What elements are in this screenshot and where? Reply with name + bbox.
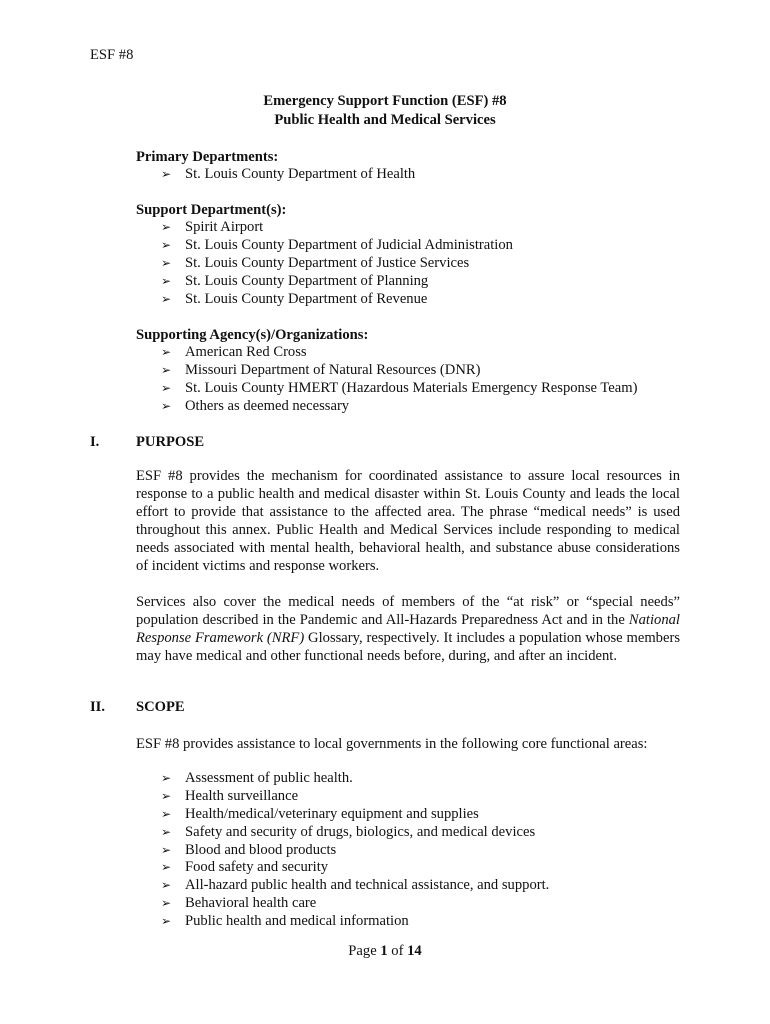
supporting-agencies-heading: Supporting Agency(s)/Organizations:: [136, 327, 369, 343]
nrf-title-italic: National Response Framework (NRF): [136, 611, 680, 646]
list-item-text: St. Louis County Department of Planning: [185, 272, 429, 289]
purpose-paragraph-2-text-end: Glossary, respectively. It includes a population whose members may have medical and other functional needs before, during, and after an incident.: [136, 629, 680, 664]
list-item-text: Assessment of public health.: [185, 770, 353, 786]
list-item-text: Safety and security of drugs, biologics, and medical devices: [185, 823, 536, 840]
page-total: 14: [407, 943, 422, 959]
list-item-text: Spirit Airport: [185, 219, 264, 235]
list-item-text: Health/medical/veterinary equipment and supplies: [185, 805, 479, 822]
purpose-paragraph-2: [136, 594, 680, 666]
list-item: [160, 219, 513, 237]
list-item: [160, 166, 415, 184]
arrowhead-bullet-icon: ➢: [161, 220, 172, 234]
document-subtitle: Public Health and Medical Services: [274, 112, 496, 128]
list-item-text: Missouri Department of Natural Resources (DNR): [185, 361, 481, 378]
document-title: Emergency Support Function (ESF) #8: [263, 93, 507, 109]
list-item: [160, 344, 637, 362]
purpose-paragraph-1: ESF #8 provides the mechanism for coordinated assistance to assure local resources in response to a public health and medical disaster within St. Louis County and leads the local effort to provide that assistance to the affected area. The phrase “medical needs” is used throughout this annex. Public Health and Medical Services include responding to medical needs associated with mental health, behavioral health, and substance abuse considerations of incident victims and response workers.: [136, 468, 680, 574]
list-item: [160, 770, 549, 788]
purpose-paragraph-2-text: Services also cover the medical needs of members of the “at risk” or “special needs” population described in the Pandemic and All-Hazards Preparedness Act and in the: [136, 594, 680, 628]
arrowhead-bullet-icon: ➢: [161, 237, 172, 252]
support-departments-list: [160, 219, 513, 308]
arrowhead-bullet-icon: ➢: [161, 860, 172, 875]
list-item: [160, 788, 549, 806]
page-number: [0, 943, 770, 960]
list-item: [160, 273, 513, 291]
support-departments-heading: Support Department(s):: [136, 202, 287, 218]
page-word: Page: [348, 943, 377, 959]
arrowhead-bullet-icon: ➢: [161, 806, 172, 821]
list-item: [160, 237, 513, 255]
scope-core-areas-list: [160, 770, 549, 931]
page-current: 1: [380, 943, 388, 959]
page-header: ESF #8: [90, 47, 134, 63]
list-item-text: St. Louis County Department of Justice Services: [185, 254, 470, 271]
primary-departments-list: [160, 166, 415, 184]
scope-section-title: SCOPE: [136, 699, 185, 715]
arrowhead-bullet-icon: ➢: [161, 914, 172, 929]
arrowhead-bullet-icon: ➢: [161, 771, 172, 785]
list-item: [160, 895, 549, 913]
list-item-text: Public health and medical information: [185, 913, 409, 930]
list-item-text: St. Louis County HMERT (Hazardous Materials Emergency Response Team): [185, 379, 638, 396]
list-item-text: Health surveillance: [185, 787, 299, 804]
arrowhead-bullet-icon: ➢: [161, 291, 172, 306]
of-word: of: [391, 943, 404, 959]
arrowhead-bullet-icon: ➢: [161, 345, 172, 359]
arrowhead-bullet-icon: ➢: [161, 362, 172, 377]
arrowhead-bullet-icon: ➢: [161, 167, 172, 181]
arrowhead-bullet-icon: ➢: [161, 842, 172, 857]
arrowhead-bullet-icon: ➢: [161, 255, 172, 270]
list-item-text: St. Louis County Department of Judicial Administration: [185, 236, 513, 253]
arrowhead-bullet-icon: ➢: [161, 380, 172, 395]
arrowhead-bullet-icon: ➢: [161, 896, 172, 911]
scope-section-number: II.: [90, 699, 106, 715]
list-item-text: Behavioral health care: [185, 895, 317, 912]
list-item: [160, 842, 549, 860]
list-item: [160, 380, 637, 398]
list-item: [160, 291, 513, 309]
arrowhead-bullet-icon: ➢: [161, 398, 172, 413]
list-item: [160, 877, 549, 895]
list-item-text: St. Louis County Department of Health: [185, 166, 416, 182]
list-item-text: Blood and blood products: [185, 841, 337, 858]
scope-intro: ESF #8 provides assistance to local governments in the following core functional areas:: [136, 736, 648, 752]
primary-departments-heading: Primary Departments:: [136, 149, 279, 165]
list-item: [160, 859, 549, 877]
purpose-section-number: I.: [90, 434, 100, 450]
supporting-agencies-list: [160, 344, 637, 416]
list-item: [160, 806, 549, 824]
list-item: [160, 362, 637, 380]
arrowhead-bullet-icon: ➢: [161, 824, 172, 839]
list-item: [160, 255, 513, 273]
list-item: [160, 913, 549, 931]
list-item-text: Others as deemed necessary: [185, 397, 350, 414]
list-item-text: American Red Cross: [185, 344, 307, 360]
arrowhead-bullet-icon: ➢: [161, 788, 172, 803]
list-item: [160, 398, 637, 416]
arrowhead-bullet-icon: ➢: [161, 878, 172, 893]
purpose-section-title: PURPOSE: [136, 434, 205, 450]
list-item-text: St. Louis County Department of Revenue: [185, 290, 428, 307]
arrowhead-bullet-icon: ➢: [161, 273, 172, 288]
list-item: [160, 824, 549, 842]
list-item-text: Food safety and security: [185, 859, 329, 876]
list-item-text: All-hazard public health and technical assistance, and support.: [185, 877, 550, 894]
